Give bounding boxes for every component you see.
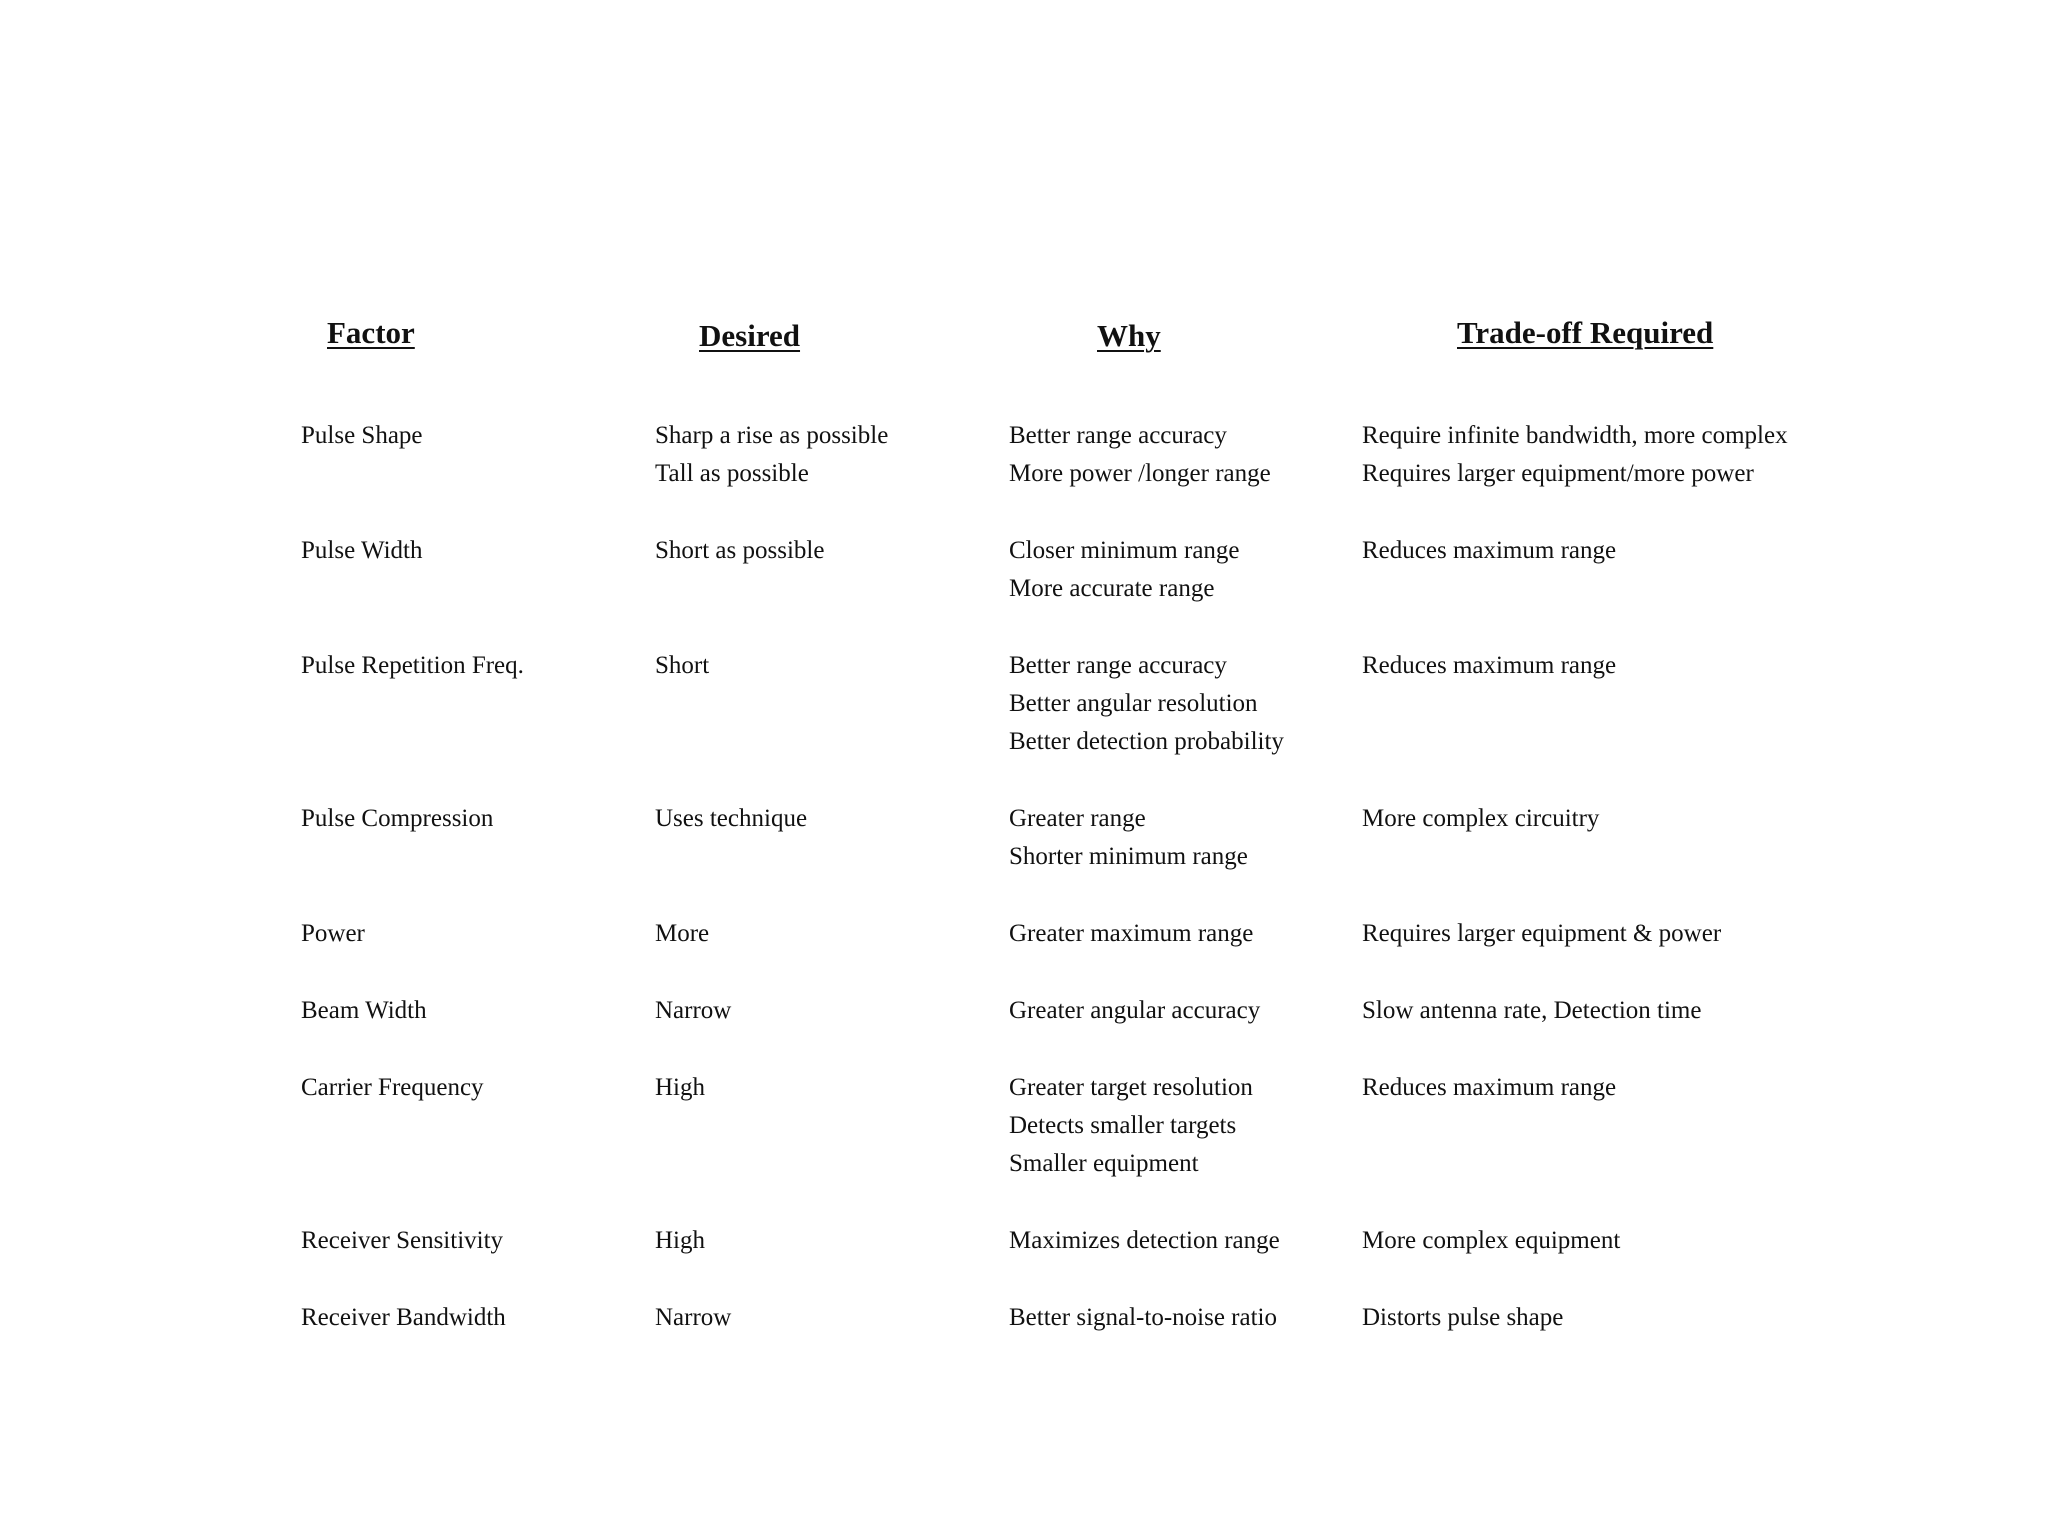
desired-line: Short (655, 652, 710, 679)
cell-desired (655, 1299, 731, 1337)
desired-line: More (655, 920, 710, 947)
cell-tradeoff (1362, 1299, 1563, 1337)
cell-tradeoff (1362, 992, 1701, 1030)
why-line: More accurate range (1009, 575, 1215, 602)
cell-why (1009, 992, 1260, 1030)
tradeoff-line: Require infinite bandwidth, more complex (1362, 422, 1788, 449)
cell-why (1009, 1299, 1277, 1337)
cell-why (1009, 647, 1284, 761)
cell-why (1009, 915, 1253, 953)
header-desired: Desired (699, 318, 801, 353)
cell-why (1009, 532, 1240, 608)
cell-desired (655, 992, 731, 1030)
header-tradeoff: Trade-off Required (1457, 315, 1714, 350)
desired-line: Short as possible (655, 537, 825, 564)
cell-tradeoff (1362, 532, 1616, 570)
cell-factor: Pulse Width (301, 537, 423, 564)
cell-tradeoff (1362, 800, 1599, 838)
cell-desired (655, 800, 807, 838)
cell-why (1009, 417, 1271, 493)
desired-line: Uses technique (655, 805, 808, 832)
why-line: Greater target resolution (1009, 1074, 1253, 1101)
cell-factor: Pulse Shape (301, 422, 423, 449)
why-line: Better signal-to-noise ratio (1009, 1304, 1277, 1331)
why-line: Better angular resolution (1009, 690, 1258, 717)
tradeoff-line: Reduces maximum range (1362, 652, 1617, 679)
why-line: Detects smaller targets (1009, 1112, 1237, 1139)
tradeoff-line: Reduces maximum range (1362, 537, 1617, 564)
why-line: Greater angular accuracy (1009, 997, 1261, 1024)
desired-line: High (655, 1227, 705, 1254)
cell-why (1009, 1222, 1280, 1260)
cell-desired (655, 532, 824, 570)
cell-desired (655, 647, 709, 685)
why-line: Better range accuracy (1009, 422, 1227, 449)
cell-why (1009, 800, 1248, 876)
why-line: Smaller equipment (1009, 1150, 1199, 1177)
cell-why (1009, 1069, 1253, 1183)
tradeoff-line: Reduces maximum range (1362, 1074, 1617, 1101)
cell-tradeoff (1362, 1069, 1616, 1107)
cell-tradeoff (1362, 417, 1788, 493)
tradeoff-line: Slow antenna rate, Detection time (1362, 997, 1702, 1024)
why-line: Greater maximum range (1009, 920, 1254, 947)
cell-factor: Carrier Frequency (301, 1074, 484, 1101)
why-line: Closer minimum range (1009, 537, 1240, 564)
why-line: Maximizes detection range (1009, 1227, 1280, 1254)
tradeoff-line: More complex circuitry (1362, 805, 1600, 832)
why-line: Shorter minimum range (1009, 843, 1248, 870)
cell-factor: Receiver Sensitivity (301, 1227, 504, 1254)
why-line: Better detection probability (1009, 728, 1284, 755)
cell-desired (655, 1222, 705, 1260)
desired-line: High (655, 1074, 705, 1101)
header-factor: Factor (327, 315, 415, 350)
desired-line: Narrow (655, 997, 732, 1024)
desired-line: Narrow (655, 1304, 732, 1331)
desired-line: Sharp a rise as possible (655, 422, 889, 449)
cell-factor: Power (301, 920, 365, 947)
tradeoff-line: More complex equipment (1362, 1227, 1621, 1254)
cell-tradeoff (1362, 915, 1721, 953)
header-why: Why (1097, 318, 1161, 353)
cell-factor: Pulse Repetition Freq. (301, 652, 524, 679)
why-line: More power /longer range (1009, 460, 1271, 487)
cell-factor: Beam Width (301, 997, 427, 1024)
cell-tradeoff (1362, 1222, 1620, 1260)
tradeoff-line: Distorts pulse shape (1362, 1304, 1564, 1331)
why-line: Better range accuracy (1009, 652, 1227, 679)
cell-desired (655, 1069, 705, 1107)
cell-desired (655, 417, 888, 493)
cell-desired (655, 915, 709, 953)
cell-tradeoff (1362, 647, 1616, 685)
desired-line: Tall as possible (655, 460, 809, 487)
cell-factor: Receiver Bandwidth (301, 1304, 506, 1331)
cell-factor: Pulse Compression (301, 805, 494, 832)
tradeoff-line: Requires larger equipment & power (1362, 920, 1722, 947)
tradeoff-line: Requires larger equipment/more power (1362, 460, 1754, 487)
why-line: Greater range (1009, 805, 1146, 832)
